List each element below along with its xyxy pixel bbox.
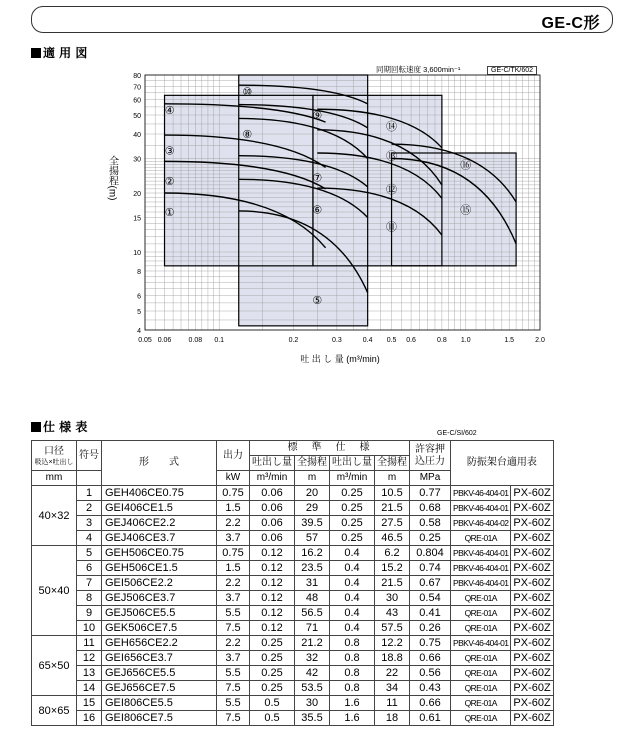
no-cell: 8 (77, 591, 102, 606)
unit-h1: m (295, 471, 330, 486)
press-cell: 0.77 (410, 486, 451, 501)
h1-cell: 32 (295, 651, 330, 666)
no-cell: 11 (77, 636, 102, 651)
frame-cell: PBKV-46-404-01 (451, 576, 511, 591)
header-bore (32, 441, 77, 471)
h1-cell: 20 (295, 486, 330, 501)
table-row (32, 546, 554, 561)
frame-cell: QRE-01A (451, 651, 511, 666)
power-cell: 3.7 (217, 591, 250, 606)
press-cell: 0.26 (410, 621, 451, 636)
table-row (32, 501, 554, 516)
power-cell: 3.7 (217, 651, 250, 666)
x-tick-label-12: 1.5 (504, 337, 515, 344)
q2-cell: 0.8 (330, 636, 375, 651)
model-cell: GEJ656CE5.5 (102, 666, 217, 681)
bore-cell: 80×65 (32, 696, 77, 726)
px-cell: PX-60Z (511, 501, 553, 516)
q1-cell: 0.06 (250, 501, 295, 516)
chart-regions (165, 75, 517, 326)
y-tick-label-4: 8 (137, 268, 141, 276)
chart-code: GE-C/TK/602 (487, 66, 537, 75)
table-row (32, 606, 554, 621)
h2-cell: 43 (375, 606, 410, 621)
q2-cell: 1.6 (330, 696, 375, 711)
y-tick-label-7: 20 (133, 191, 141, 199)
px-cell: PX-60Z (511, 681, 553, 696)
h2-cell: 10.5 (375, 486, 410, 501)
frame-cell: PBKV-46-404-01 (451, 546, 511, 561)
region-label-9: ⑨ (312, 110, 323, 123)
q2-cell: 0.4 (330, 576, 375, 591)
q2-cell: 0.8 (330, 651, 375, 666)
px-cell: PX-60Z (511, 591, 553, 606)
h1-cell: 39.5 (295, 516, 330, 531)
q2-cell: 0.25 (330, 531, 375, 546)
model-cell: GEH406CE0.75 (102, 486, 217, 501)
header-frame: 防振架台適用表 (451, 441, 554, 486)
model-cell: GEJ406CE2.2 (102, 516, 217, 531)
frame-cell: PBKV-46-404-02 (451, 516, 511, 531)
px-cell: PX-60Z (511, 606, 553, 621)
table-row (32, 696, 554, 711)
h1-cell: 31 (295, 576, 330, 591)
table-row (32, 666, 554, 681)
x-tick-label-1: 0.05 (138, 337, 152, 344)
power-cell: 5.5 (217, 666, 250, 681)
h2-cell: 34 (375, 681, 410, 696)
no-cell: 5 (77, 546, 102, 561)
region-label-14: ⑭ (386, 120, 398, 133)
no-cell: 15 (77, 696, 102, 711)
header-h1: 全揚程 (295, 456, 330, 471)
px-cell: PX-60Z (511, 531, 553, 546)
model-cell: GEH656CE2.2 (102, 636, 217, 651)
table-row (32, 651, 554, 666)
frame-cell: PBKV-46-404-01 (451, 636, 511, 651)
model-cell: GEI806CE7.5 (102, 711, 217, 726)
x-tick-label-11: 1.0 (460, 337, 471, 344)
bore-cell: 65×50 (32, 636, 77, 696)
q1-cell: 0.06 (250, 531, 295, 546)
x-tick-label-3: 0.08 (188, 337, 203, 344)
h1-cell: 30 (295, 696, 330, 711)
x-tick-label-5: 0.2 (288, 337, 299, 344)
chart-section-title-text: 適 用 図 (43, 46, 88, 60)
px-cell: PX-60Z (511, 621, 553, 636)
q2-cell: 0.4 (330, 606, 375, 621)
table-row (32, 711, 554, 726)
h2-cell: 15.2 (375, 561, 410, 576)
y-tick-label-10: 50 (133, 113, 141, 121)
h2-cell: 18.8 (375, 651, 410, 666)
x-tick-label-7: 0.4 (362, 337, 373, 344)
power-cell: 7.5 (217, 681, 250, 696)
px-cell: PX-60Z (511, 561, 553, 576)
no-cell: 2 (77, 501, 102, 516)
no-cell: 9 (77, 606, 102, 621)
no-cell: 6 (77, 561, 102, 576)
region-label-3: ③ (164, 145, 175, 158)
press-cell: 0.804 (410, 546, 451, 561)
h1-cell: 23.5 (295, 561, 330, 576)
no-cell: 14 (77, 681, 102, 696)
y-tick-label-12: 70 (133, 84, 141, 92)
region-label-13: ⑬ (386, 150, 398, 163)
table-row (32, 576, 554, 591)
q1-cell: 0.06 (250, 516, 295, 531)
x-tick-label-2: 0.06 (157, 337, 172, 344)
q2-cell: 0.4 (330, 621, 375, 636)
h2-cell: 21.5 (375, 576, 410, 591)
px-cell: PX-60Z (511, 486, 553, 501)
header-q2: 吐出し量 (330, 456, 375, 471)
q1-cell: 0.25 (250, 681, 295, 696)
q2-cell: 0.25 (330, 516, 375, 531)
px-cell: PX-60Z (511, 516, 553, 531)
power-cell: 2.2 (217, 576, 250, 591)
press-cell: 0.56 (410, 666, 451, 681)
press-cell: 0.74 (410, 561, 451, 576)
table-row (32, 516, 554, 531)
table-row (32, 636, 554, 651)
frame-cell: PBKV-46-404-01 (451, 486, 511, 501)
px-cell: PX-60Z (511, 576, 553, 591)
h1-cell: 56.5 (295, 606, 330, 621)
press-cell: 0.25 (410, 531, 451, 546)
y-tick-label-11: 60 (133, 97, 141, 105)
unit-no (77, 471, 102, 486)
table-row (32, 561, 554, 576)
h2-cell: 18 (375, 711, 410, 726)
y-tick-label-5: 10 (133, 250, 141, 258)
no-cell: 12 (77, 651, 102, 666)
y-axis-title: 全揚程(m) (106, 155, 118, 201)
y-tick-label-1: 4 (137, 328, 141, 335)
frame-cell: PBKV-46-404-01 (451, 561, 511, 576)
power-cell: 5.5 (217, 696, 250, 711)
no-cell: 3 (77, 516, 102, 531)
h2-cell: 30 (375, 591, 410, 606)
y-tick-label-6: 15 (133, 215, 141, 223)
power-cell: 1.5 (217, 501, 250, 516)
header-bar (31, 6, 613, 33)
h2-cell: 57.5 (375, 621, 410, 636)
header-bore-sub: 吸込×吐出し (34, 458, 74, 466)
q2-cell: 0.8 (330, 666, 375, 681)
power-cell: 7.5 (217, 711, 250, 726)
header-q1: 吐出し量 (250, 456, 295, 471)
x-tick-label-13: 2.0 (535, 337, 545, 344)
model-cell: GEJ506CE3.7 (102, 591, 217, 606)
model-cell: GEI656CE3.7 (102, 651, 217, 666)
model-cell: GEI406CE1.5 (102, 501, 217, 516)
model-cell: GEH506CE0.75 (102, 546, 217, 561)
h1-cell: 42 (295, 666, 330, 681)
table-row (32, 621, 554, 636)
h1-cell: 16.2 (295, 546, 330, 561)
x-tick-label-6: 0.3 (331, 337, 342, 344)
h1-cell: 35.5 (295, 711, 330, 726)
q2-cell: 1.6 (330, 711, 375, 726)
frame-cell: QRE-01A (451, 591, 511, 606)
q1-cell: 0.12 (250, 606, 295, 621)
table-row (32, 531, 554, 546)
press-cell: 0.66 (410, 696, 451, 711)
header-h2: 全揚程 (375, 456, 410, 471)
model-cell: GEI506CE2.2 (102, 576, 217, 591)
power-cell: 5.5 (217, 606, 250, 621)
power-cell: 0.75 (217, 486, 250, 501)
q2-cell: 0.8 (330, 681, 375, 696)
h1-cell: 48 (295, 591, 330, 606)
region-label-12: ⑫ (386, 183, 398, 196)
no-cell: 4 (77, 531, 102, 546)
unit-h2: m (375, 471, 410, 486)
press-cell: 0.75 (410, 636, 451, 651)
frame-cell: QRE-01A (451, 681, 511, 696)
power-cell: 2.2 (217, 516, 250, 531)
frame-cell: QRE-01A (451, 606, 511, 621)
x-tick-label-8: 0.5 (386, 337, 397, 344)
model-cell: GEJ506CE5.5 (102, 606, 217, 621)
h2-cell: 27.5 (375, 516, 410, 531)
q1-cell: 0.12 (250, 546, 295, 561)
px-cell: PX-60Z (511, 546, 553, 561)
frame-cell: QRE-01A (451, 621, 511, 636)
header-power: 出力 (217, 441, 250, 471)
unit-press: MPa (410, 471, 451, 486)
x-tick-label-9: 0.6 (406, 337, 416, 344)
table-row (32, 486, 554, 501)
q1-cell: 0.25 (250, 636, 295, 651)
power-cell: 2.2 (217, 636, 250, 651)
region-label-8: ⑧ (242, 129, 253, 142)
table-header-row (32, 441, 554, 456)
y-tick-label-2: 5 (137, 309, 141, 317)
header-standard: 標 準 仕 様 (250, 441, 410, 456)
header-bore-label: 口径 (44, 445, 64, 457)
x-tick-label-4: 0.1 (214, 337, 225, 344)
press-cell: 0.41 (410, 606, 451, 621)
frame-cell: QRE-01A (451, 666, 511, 681)
power-cell: 7.5 (217, 621, 250, 636)
table-row (32, 591, 554, 606)
px-cell: PX-60Z (511, 711, 553, 726)
press-cell: 0.68 (410, 501, 451, 516)
px-cell: PX-60Z (511, 651, 553, 666)
table-code: GE-C/SI/602 (437, 430, 477, 437)
y-tick-label-9: 40 (133, 132, 141, 140)
table-section-title-text: 仕 様 表 (43, 420, 88, 434)
chart-section-title (31, 44, 87, 61)
table-body (32, 486, 554, 726)
region-label-4: ④ (164, 105, 175, 118)
application-chart (0, 60, 627, 420)
region-label-2: ② (164, 176, 175, 189)
press-cell: 0.66 (410, 651, 451, 666)
frame-cell: QRE-01A (451, 696, 511, 711)
q1-cell: 0.12 (250, 561, 295, 576)
bore-cell: 40×32 (32, 486, 77, 546)
frame-cell: QRE-01A (451, 531, 511, 546)
bullet-square-icon (31, 422, 41, 432)
q2-cell: 0.25 (330, 501, 375, 516)
bullet-square-icon (31, 48, 41, 58)
h2-cell: 46.5 (375, 531, 410, 546)
no-cell: 7 (77, 576, 102, 591)
unit-q1: m³/min (250, 471, 295, 486)
x-tick-label-10: 0.8 (437, 337, 447, 344)
spec-table (31, 440, 554, 726)
h1-cell: 57 (295, 531, 330, 546)
x-axis-title: 吐 出 し 量 (m³/min) (300, 354, 380, 364)
model-cell: GEH506CE1.5 (102, 561, 217, 576)
q2-cell: 0.4 (330, 561, 375, 576)
no-cell: 13 (77, 666, 102, 681)
table-row (32, 681, 554, 696)
page-title: GE-C形 (541, 15, 600, 32)
model-cell: GEI806CE5.5 (102, 696, 217, 711)
frame-cell: PBKV-46-404-01 (451, 501, 511, 516)
region-label-10: ⑩ (242, 86, 253, 99)
y-tick-label-13: 80 (133, 73, 141, 80)
region-label-7: ⑦ (312, 172, 323, 185)
unit-q2: m³/min (330, 471, 375, 486)
h2-cell: 11 (375, 696, 410, 711)
bore-cell: 50×40 (32, 546, 77, 636)
press-cell: 0.67 (410, 576, 451, 591)
region-label-1: ① (164, 206, 175, 219)
h2-cell: 22 (375, 666, 410, 681)
q1-cell: 0.25 (250, 666, 295, 681)
q1-cell: 0.5 (250, 711, 295, 726)
h1-cell: 21.2 (295, 636, 330, 651)
h2-cell: 12.2 (375, 636, 410, 651)
frame-cell: QRE-01A (451, 711, 511, 726)
h2-cell: 21.5 (375, 501, 410, 516)
header-no: 符号 (77, 441, 102, 471)
q2-cell: 0.25 (330, 486, 375, 501)
no-cell: 1 (77, 486, 102, 501)
no-cell: 10 (77, 621, 102, 636)
press-cell: 0.58 (410, 516, 451, 531)
header-press: 許容押込圧力 (410, 441, 451, 471)
power-cell: 3.7 (217, 531, 250, 546)
y-tick-label-3: 6 (137, 293, 141, 301)
q1-cell: 0.12 (250, 591, 295, 606)
h1-cell: 71 (295, 621, 330, 636)
press-cell: 0.43 (410, 681, 451, 696)
h2-cell: 6.2 (375, 546, 410, 561)
speed-note: 同期回転速度 3,600min⁻¹ (376, 65, 461, 74)
region-label-15: ⑮ (460, 204, 472, 217)
model-cell: GEJ656CE7.5 (102, 681, 217, 696)
q1-cell: 0.25 (250, 651, 295, 666)
q1-cell: 0.12 (250, 576, 295, 591)
header-model: 形 式 (102, 441, 217, 486)
h1-cell: 29 (295, 501, 330, 516)
no-cell: 16 (77, 711, 102, 726)
unit-power: kW (217, 471, 250, 486)
press-cell: 0.54 (410, 591, 451, 606)
region-label-6: ⑥ (312, 204, 323, 217)
table-section-title (31, 418, 87, 435)
px-cell: PX-60Z (511, 696, 553, 711)
q1-cell: 0.06 (250, 486, 295, 501)
press-cell: 0.61 (410, 711, 451, 726)
model-cell: GEJ406CE3.7 (102, 531, 217, 546)
px-cell: PX-60Z (511, 636, 553, 651)
q2-cell: 0.4 (330, 546, 375, 561)
q2-cell: 0.4 (330, 591, 375, 606)
power-cell: 1.5 (217, 561, 250, 576)
q1-cell: 0.5 (250, 696, 295, 711)
region-label-11: ⑪ (386, 221, 398, 234)
q1-cell: 0.12 (250, 621, 295, 636)
y-tick-label-8: 30 (133, 156, 141, 164)
h1-cell: 53.5 (295, 681, 330, 696)
model-cell: GEK506CE7.5 (102, 621, 217, 636)
region-label-16: ⑯ (460, 159, 472, 172)
power-cell: 0.75 (217, 546, 250, 561)
unit-bore: mm (32, 471, 77, 486)
region-label-5: ⑤ (312, 294, 323, 307)
px-cell: PX-60Z (511, 666, 553, 681)
